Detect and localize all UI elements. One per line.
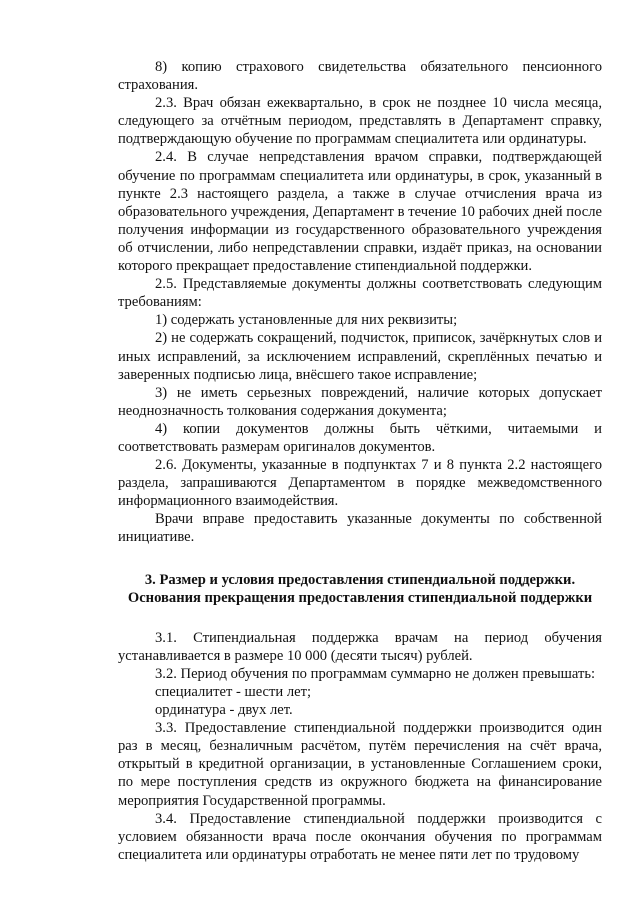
period-ordinatura: ординатура - двух лет.: [155, 702, 293, 719]
paragraph-2-4: 2.4. В случае непредставления врачом справки, подтверждающей обучение по программам специалитета или ординатуры, в срок, указанный в пункте 2.3 настоящего раздела, а также в случае отчисления врача из образовательного учреждения, Департамент в течение 10 рабочих дней после получения информации из государственного образовательного учреждения об отчислении, либо непредставлении справки, издаёт приказ, на основании которого прекращает предоставление стипендиальной поддержки.: [118, 149, 602, 275]
section-3-title: [118, 571, 602, 607]
paragraph-2-6: 2.6. Документы, указанные в подпунктах 7 и 8 пункта 2.2 настоящего раздела, запрашиваются Департаментом в порядке межведомственного информационного взаимодействия.: [118, 457, 602, 510]
paragraph-3-2: 3.2. Период обучения по программам суммарно не должен превышать:: [155, 665, 596, 682]
paragraph-2-3: 2.3. Врач обязан ежеквартально, в срок не позднее 10 числа месяца, следующего за отчётным периодом, представлять в Департамент справку, подтверждающую обучение по программам специалитета или ординатуры.: [118, 95, 602, 148]
paragraph-2-2-8: 8) копию страхового свидетельства обязательного пенсионного страхования.: [118, 59, 602, 94]
section-title-line-1: 3. Размер и условия предоставления стипендиальной поддержки.: [144, 571, 576, 588]
paragraph-3-3: 3.3. Предоставление стипендиальной поддержки производится один раз в месяц, безналичным расчётом, путём перечисления на счёт врача, открытый в кредитной организации, в установленные Соглашением сроки, по мере поступления средств из окружного бюджета на финансирование мероприятия Государственной программы.: [118, 720, 602, 809]
paragraph-2-5: 2.5. Представляемые документы должны соответствовать следующим требованиям:: [118, 276, 602, 311]
requirement-3: 3) не иметь серьезных повреждений, наличие которых допускает неоднозначность толкования содержания документа;: [118, 384, 602, 419]
requirement-4: 4) копии документов должны быть чёткими, читаемыми и соответствовать размерам оригиналов документов.: [118, 420, 602, 455]
paragraph-initiative: Врачи вправе предоставить указанные документы по собственной инициативе.: [118, 511, 602, 546]
requirement-2: 2) не содержать сокращений, подчисток, приписок, зачёркнутых слов и иных исправлений, за исключением исправлений, скреплённых печатью и заверенных подписью лица, внёсшего такое исправление;: [118, 330, 602, 383]
period-specialitet: специалитет - шести лет;: [155, 684, 312, 700]
section-title-line-2: Основания прекращения предоставления стипендиальной поддержки: [127, 589, 593, 606]
requirement-1: 1) содержать установленные для них реквизиты;: [155, 312, 458, 329]
paragraph-3-4: 3.4. Предоставление стипендиальной поддержки производится с условием обязанности врача после окончания обучения по программам специалитета или ординатуры отработать не менее пяти лет по трудовому: [118, 810, 602, 863]
paragraph-3-1: 3.1. Стипендиальная поддержка врачам на период обучения устанавливается в размере 10 000 (десяти тысяч) рублей.: [118, 629, 602, 664]
